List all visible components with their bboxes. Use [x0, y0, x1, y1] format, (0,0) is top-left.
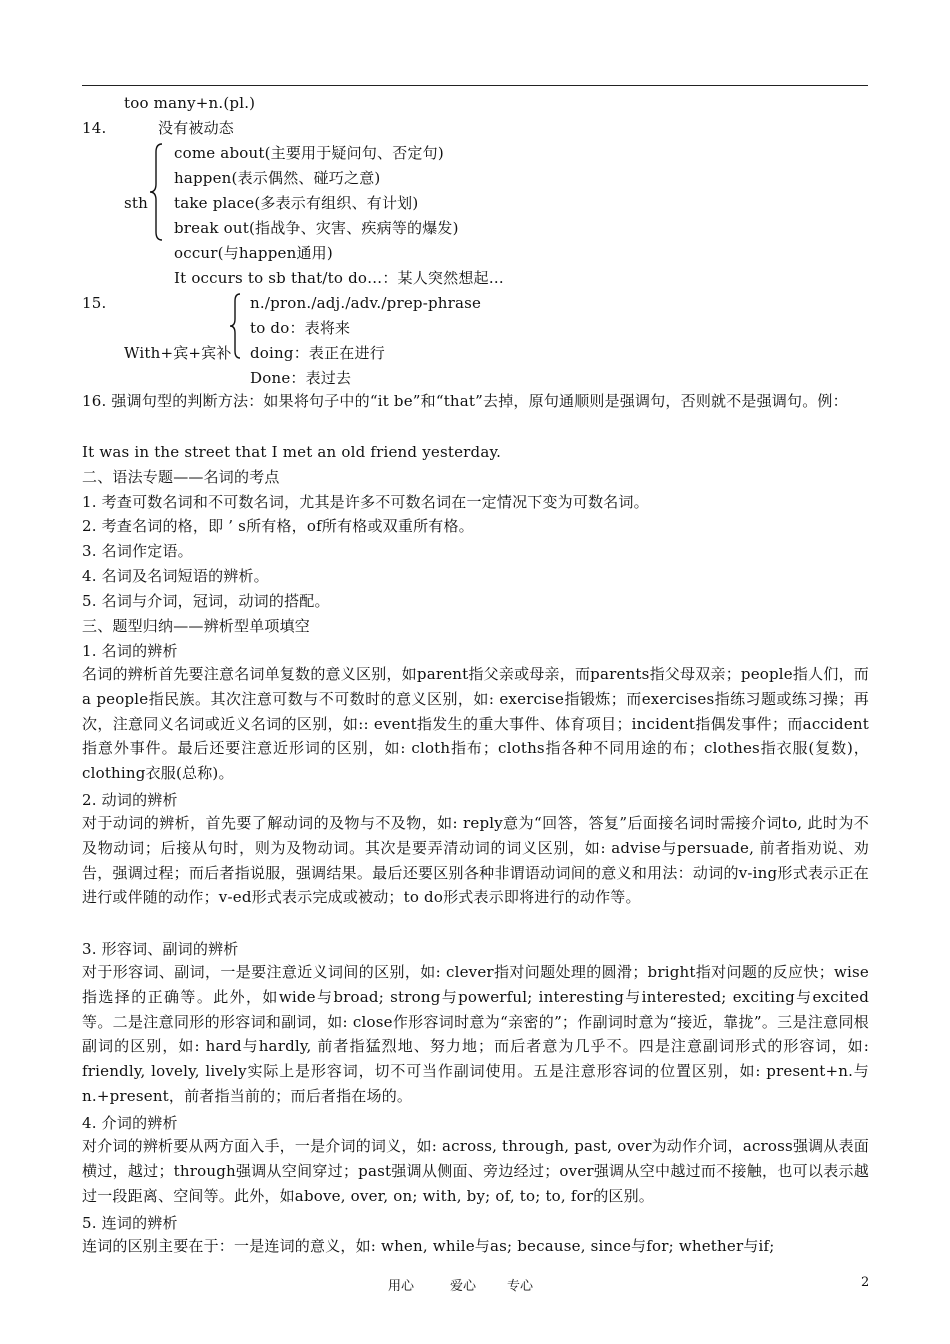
done-line: Done：表过去: [250, 369, 352, 387]
doing-line: doing：表正在进行: [250, 344, 385, 362]
footer-motto-2: 爱心: [450, 1279, 477, 1294]
sth-label: sth: [124, 194, 148, 212]
section-3-heading: 三、题型归纳——辨析型单项填空: [82, 617, 311, 635]
point-16-paragraph: 16. 强调句型的判断方法：如果将句子中的“it be”和“that”去掉，原句通顺则是强调句，否则就不是强调句。例：: [82, 392, 848, 410]
prep-analysis-body: 对介词的辨析要从两方面入手，一是介词的词义，如: across, through, past, over为动作介词，across强调从表面横过，越过；through强调从空间穿过；past强调从侧面、旁边经过；over强调从空中越过而不接触，也可以表示越过一段距离、空间等。此外，如above, over, on; with, by; of, to; to, for的区别。: [82, 1137, 869, 1205]
conj-analysis-body: 连词的区别主要在于：一是连词的意义，如: when, while与as; because, since与for; whether与if;: [82, 1237, 775, 1255]
item-14-number: 14.: [82, 119, 107, 137]
footer-motto-3: 专心: [507, 1279, 534, 1294]
item-14-heading: 没有被动态: [158, 119, 235, 137]
brace-sth-icon: [148, 142, 164, 242]
too-many-line: too many+n.(pl.): [124, 94, 256, 112]
happen-line: happen(表示偶然、碰巧之意): [174, 169, 381, 187]
prep-analysis-title: 4. 介词的辨析: [82, 1114, 178, 1132]
noun-analysis-body: 名词的辨析首先要注意名词单复数的意义区别，如parent指父亲或母亲，而parents指父母双亲；people指人们，而a people指民族。其次注意可数与不可数时的意义区别，如: exercise指锻炼；而exercises指练习题或练习操；再次，注意同义名词或近义名词的区别，如:: event指发生的重大事件、体育项目；incident指偶发事件；而accident指意外事件。最后还要注意近形词的区别，如: cloth指布；cloths指各种不同用途的布；clothes指衣服(复数)，clothing衣服(总称)。: [82, 665, 869, 783]
grammar-point-4: 4. 名词及名词短语的辨析。: [82, 567, 269, 585]
take-place-line: take place(多表示有组织、有计划): [174, 194, 419, 212]
header-rule: [82, 85, 868, 86]
with-label: With+宾+宾补: [124, 344, 232, 362]
come-about-line: come about(主要用于疑问句、否定句): [174, 144, 444, 162]
adj-adv-analysis-body: 对于形容词、副词，一是要注意近义词间的区别，如: clever指对问题处理的圆滑；bright指对问题的反应快；wise指选择的正确等。此外，如wide与broad; strong与powerful; interesting与interested; exciting与excited等。二是注意同形的形容词和副词，如: close作形容词时意为“亲密的”；作副词时意为“接近，靠拢”。三是注意同根副词的区别，如: hard与hardly, 前者指猛烈地、努力地；而后者意为几乎不。四是注意副词形式的形容词，如: friendly, lovely, lively实际上是形容词，切不可当作副词使用。五是注意形容词的位置区别，如: present+n.与n.+present，前者指当前的；而后者指在场的。: [82, 963, 869, 1105]
page-number: 2: [861, 1275, 870, 1290]
occur-line: occur(与happen通用): [174, 244, 333, 262]
break-out-line: break out(指战争、灾害、疾病等的爆发): [174, 219, 459, 237]
section-2-heading: 二、语法专题——名词的考点: [82, 468, 280, 486]
noun-analysis-title: 1. 名词的辨析: [82, 642, 178, 660]
grammar-point-5: 5. 名词与介词，冠词，动词的搭配。: [82, 592, 330, 610]
example-sentence: It was in the street that I met an old friend yesterday.: [82, 443, 502, 461]
verb-analysis-body: 对于动词的辨析，首先要了解动词的及物与不及物，如: reply意为“回答，答复”后面接名词时需接介词to, 此时为不及物动词；后接从句时，则为及物动词。其次是要弄清动词的词义区别，如: advise与persuade, 前者指劝说、劝告，强调过程；而后者指说服，强调结果。最后还要区别各种非谓语动词间的意义和用法：动词的v-ing形式表示正在进行或伴随的动作；v-ed形式表示完成或被动；to do形式表示即将进行的动作等。: [82, 814, 869, 907]
grammar-point-2: 2. 考查名词的格，即 ’ s所有格，of所有格或双重所有格。: [82, 517, 474, 535]
grammar-point-3: 3. 名词作定语。: [82, 542, 193, 560]
verb-analysis-title: 2. 动词的辨析: [82, 791, 178, 809]
adj-adv-analysis-title: 3. 形容词、副词的辨析: [82, 940, 239, 958]
item-15-number: 15.: [82, 294, 107, 312]
to-do-line: to do：表将来: [250, 319, 351, 337]
grammar-point-1: 1. 考查可数名词和不可数名词，尤其是许多不可数名词在一定情况下变为可数名词。: [82, 493, 649, 511]
prep-phrase-line: n./pron./adj./adv./prep-phrase: [250, 294, 482, 312]
footer-motto-1: 用心: [388, 1279, 415, 1294]
conj-analysis-title: 5. 连词的辨析: [82, 1214, 178, 1232]
it-occurs-line: It occurs to sb that/to do…：某人突然想起…: [174, 269, 504, 287]
